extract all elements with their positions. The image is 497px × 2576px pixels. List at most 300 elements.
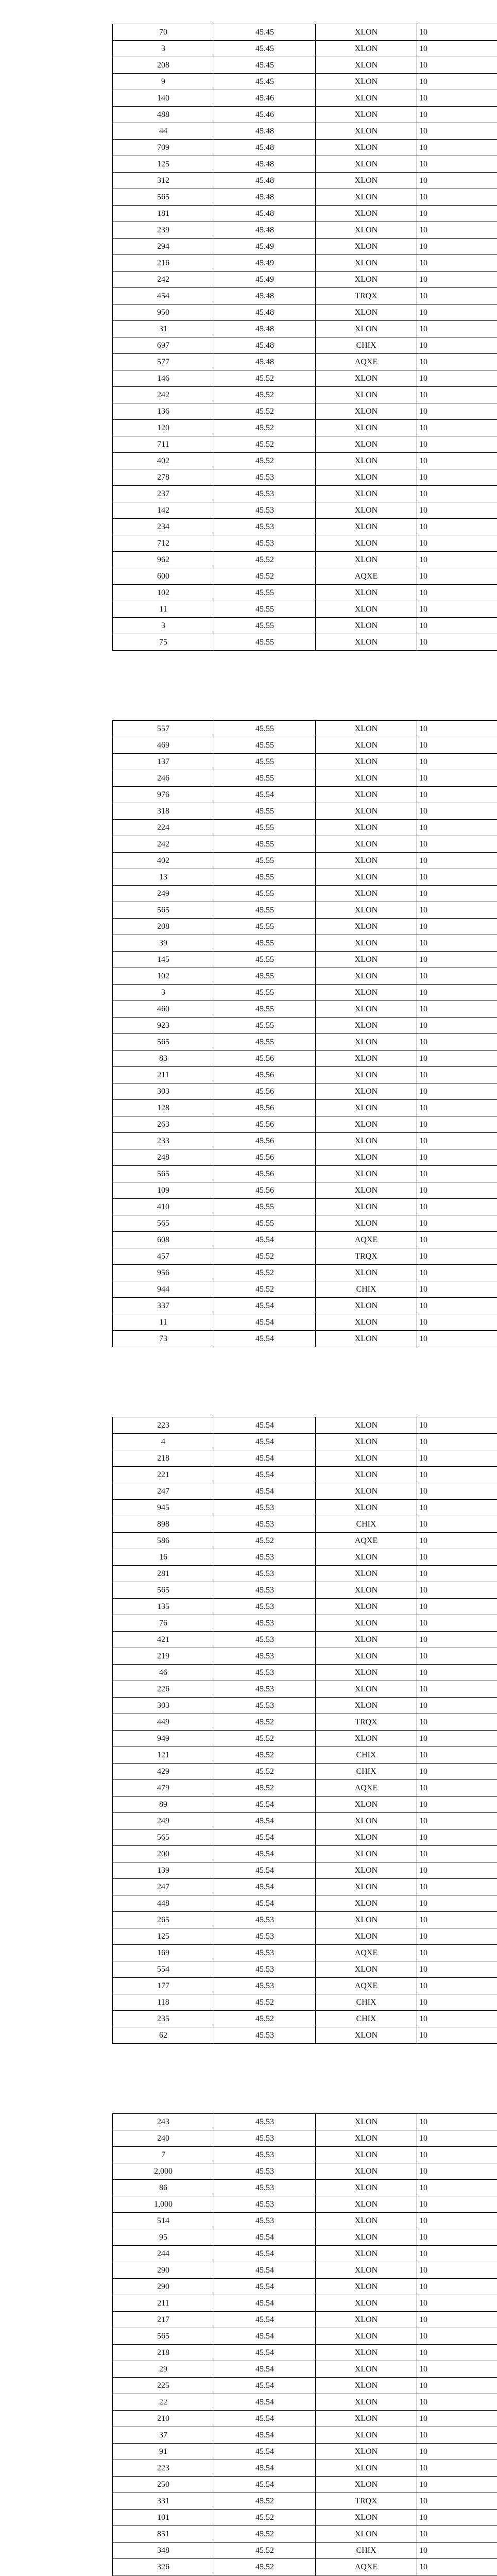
volume-cell: 3 bbox=[113, 985, 214, 1001]
venue-cell: AQXE bbox=[316, 2559, 417, 2575]
venue-cell: XLON bbox=[316, 2394, 417, 2411]
price-cell: 45.54 bbox=[214, 1846, 316, 1862]
venue-cell: XLON bbox=[316, 156, 417, 173]
venue-cell: XLON bbox=[316, 1648, 417, 1665]
volume-cell: 210 bbox=[113, 2411, 214, 2427]
table-row bbox=[113, 206, 497, 222]
time-cell: 10 bbox=[417, 1298, 497, 1314]
venue-cell: XLON bbox=[316, 206, 417, 222]
table-row bbox=[113, 403, 497, 420]
price-cell: 45.54 bbox=[214, 787, 316, 803]
venue-cell: XLON bbox=[316, 2163, 417, 2180]
table-row bbox=[113, 2427, 497, 2444]
time-cell: 10 bbox=[417, 568, 497, 585]
table-row bbox=[113, 2114, 497, 2130]
price-cell: 45.56 bbox=[214, 1050, 316, 1067]
volume-cell: 709 bbox=[113, 140, 214, 156]
price-cell: 45.49 bbox=[214, 255, 316, 272]
volume-cell: 557 bbox=[113, 721, 214, 737]
volume-cell: 89 bbox=[113, 1797, 214, 1813]
venue-cell: AQXE bbox=[316, 1232, 417, 1248]
price-cell: 45.55 bbox=[214, 1199, 316, 1215]
volume-cell: 554 bbox=[113, 1961, 214, 1978]
price-cell: 45.52 bbox=[214, 1265, 316, 1281]
volume-cell: 923 bbox=[113, 1018, 214, 1034]
table-row bbox=[113, 1417, 497, 1434]
table-row bbox=[113, 1034, 497, 1050]
volume-cell: 237 bbox=[113, 486, 214, 502]
volume-cell: 565 bbox=[113, 189, 214, 206]
volume-cell: 200 bbox=[113, 1846, 214, 1862]
price-cell: 45.53 bbox=[214, 2114, 316, 2130]
time-cell: 10 bbox=[417, 486, 497, 502]
price-cell: 45.54 bbox=[214, 2394, 316, 2411]
venue-cell: XLON bbox=[316, 1500, 417, 1516]
table-row bbox=[113, 1566, 497, 1582]
table-row bbox=[113, 2295, 497, 2312]
price-cell: 45.54 bbox=[214, 1797, 316, 1813]
volume-cell: 169 bbox=[113, 1945, 214, 1961]
table-row bbox=[113, 952, 497, 968]
table-row bbox=[113, 1199, 497, 1215]
price-cell: 45.54 bbox=[214, 2444, 316, 2460]
price-cell: 45.45 bbox=[214, 57, 316, 74]
volume-cell: 11 bbox=[113, 601, 214, 618]
volume-cell: 13 bbox=[113, 869, 214, 886]
venue-cell: AQXE bbox=[316, 1780, 417, 1797]
volume-cell: 248 bbox=[113, 1149, 214, 1166]
price-cell: 45.53 bbox=[214, 1566, 316, 1582]
time-cell: 10 bbox=[417, 1648, 497, 1665]
time-cell: 10 bbox=[417, 1994, 497, 2011]
table-row bbox=[113, 2279, 497, 2295]
table-row bbox=[113, 1582, 497, 1599]
venue-cell: XLON bbox=[316, 935, 417, 952]
volume-cell: 128 bbox=[113, 1100, 214, 1116]
price-cell: 45.54 bbox=[214, 2328, 316, 2345]
venue-cell: XLON bbox=[316, 886, 417, 902]
table-row bbox=[113, 1961, 497, 1978]
table-row bbox=[113, 1731, 497, 1747]
volume-cell: 16 bbox=[113, 1549, 214, 1566]
price-cell: 45.53 bbox=[214, 2027, 316, 2044]
venue-cell: XLON bbox=[316, 869, 417, 886]
volume-cell: 86 bbox=[113, 2180, 214, 2196]
time-cell: 10 bbox=[417, 304, 497, 321]
price-cell: 45.55 bbox=[214, 770, 316, 787]
price-cell: 45.56 bbox=[214, 1067, 316, 1083]
time-cell: 10 bbox=[417, 968, 497, 985]
table-row bbox=[113, 222, 497, 239]
table-row bbox=[113, 1001, 497, 1018]
price-cell: 45.55 bbox=[214, 985, 316, 1001]
time-cell: 10 bbox=[417, 337, 497, 354]
venue-cell: XLON bbox=[316, 1483, 417, 1500]
price-cell: 45.52 bbox=[214, 453, 316, 469]
time-cell: 10 bbox=[417, 2011, 497, 2027]
volume-cell: 331 bbox=[113, 2493, 214, 2510]
time-cell: 10 bbox=[417, 2411, 497, 2427]
venue-cell: XLON bbox=[316, 403, 417, 420]
time-cell: 10 bbox=[417, 552, 497, 568]
venue-cell: XLON bbox=[316, 1829, 417, 1846]
time-cell: 10 bbox=[417, 1232, 497, 1248]
table-row bbox=[113, 486, 497, 502]
volume-cell: 226 bbox=[113, 1681, 214, 1698]
price-cell: 45.53 bbox=[214, 535, 316, 552]
price-cell: 45.55 bbox=[214, 1018, 316, 1034]
volume-cell: 303 bbox=[113, 1698, 214, 1714]
volume-cell: 29 bbox=[113, 2361, 214, 2378]
time-cell: 10 bbox=[417, 41, 497, 57]
table-row bbox=[113, 387, 497, 403]
price-cell: 45.53 bbox=[214, 502, 316, 519]
price-cell: 45.54 bbox=[214, 2279, 316, 2295]
price-cell: 45.45 bbox=[214, 74, 316, 90]
price-cell: 45.53 bbox=[214, 1599, 316, 1615]
time-cell: 10 bbox=[417, 1731, 497, 1747]
venue-cell: XLON bbox=[316, 2027, 417, 2044]
volume-cell: 233 bbox=[113, 1133, 214, 1149]
time-cell: 10 bbox=[417, 255, 497, 272]
volume-cell: 247 bbox=[113, 1483, 214, 1500]
table-row bbox=[113, 1533, 497, 1549]
venue-cell: TRQX bbox=[316, 288, 417, 304]
time-cell: 10 bbox=[417, 1879, 497, 1895]
venue-cell: XLON bbox=[316, 2427, 417, 2444]
table-row bbox=[113, 2180, 497, 2196]
price-cell: 45.53 bbox=[214, 1665, 316, 1681]
price-cell: 45.56 bbox=[214, 1166, 316, 1182]
volume-cell: 244 bbox=[113, 2246, 214, 2262]
volume-cell: 1,000 bbox=[113, 2196, 214, 2213]
price-cell: 45.55 bbox=[214, 803, 316, 820]
volume-cell: 318 bbox=[113, 803, 214, 820]
table-row bbox=[113, 2361, 497, 2378]
time-cell: 10 bbox=[417, 2345, 497, 2361]
time-cell: 10 bbox=[417, 1215, 497, 1232]
time-cell: 10 bbox=[417, 2510, 497, 2526]
table-row bbox=[113, 1516, 497, 1533]
price-cell: 45.55 bbox=[214, 919, 316, 935]
volume-cell: 250 bbox=[113, 2477, 214, 2493]
table-row bbox=[113, 304, 497, 321]
volume-cell: 240 bbox=[113, 2130, 214, 2147]
table-row bbox=[113, 1265, 497, 1281]
table-row bbox=[113, 420, 497, 436]
time-cell: 10 bbox=[417, 1248, 497, 1265]
time-cell: 10 bbox=[417, 1945, 497, 1961]
time-cell: 10 bbox=[417, 2229, 497, 2246]
time-cell: 10 bbox=[417, 272, 497, 288]
price-cell: 45.55 bbox=[214, 820, 316, 836]
table-row bbox=[113, 585, 497, 601]
time-cell: 10 bbox=[417, 2427, 497, 2444]
price-cell: 45.54 bbox=[214, 1829, 316, 1846]
price-cell: 45.48 bbox=[214, 288, 316, 304]
volume-cell: 219 bbox=[113, 1648, 214, 1665]
time-cell: 10 bbox=[417, 2543, 497, 2559]
price-cell: 45.54 bbox=[214, 1232, 316, 1248]
time-cell: 10 bbox=[417, 1961, 497, 1978]
time-cell: 10 bbox=[417, 618, 497, 634]
time-cell: 10 bbox=[417, 403, 497, 420]
table-row bbox=[113, 1928, 497, 1945]
venue-cell: XLON bbox=[316, 2378, 417, 2394]
table-row bbox=[113, 1215, 497, 1232]
price-cell: 45.53 bbox=[214, 1978, 316, 1994]
price-cell: 45.53 bbox=[214, 2147, 316, 2163]
venue-cell: XLON bbox=[316, 1615, 417, 1632]
time-cell: 10 bbox=[417, 1500, 497, 1516]
table-row bbox=[113, 1978, 497, 1994]
price-cell: 45.54 bbox=[214, 2427, 316, 2444]
table-row bbox=[113, 239, 497, 255]
time-cell: 10 bbox=[417, 123, 497, 140]
price-cell: 45.55 bbox=[214, 1215, 316, 1232]
table-row bbox=[113, 2312, 497, 2328]
volume-cell: 125 bbox=[113, 1928, 214, 1945]
price-cell: 45.52 bbox=[214, 568, 316, 585]
table-row bbox=[113, 886, 497, 902]
price-cell: 45.46 bbox=[214, 107, 316, 123]
venue-cell: XLON bbox=[316, 1450, 417, 1467]
volume-cell: 565 bbox=[113, 1034, 214, 1050]
time-cell: 10 bbox=[417, 2262, 497, 2279]
price-cell: 45.54 bbox=[214, 1331, 316, 1347]
price-cell: 45.45 bbox=[214, 24, 316, 41]
time-cell: 10 bbox=[417, 2246, 497, 2262]
time-cell: 10 bbox=[417, 1133, 497, 1149]
price-cell: 45.48 bbox=[214, 222, 316, 239]
time-cell: 10 bbox=[417, 2444, 497, 2460]
venue-cell: XLON bbox=[316, 1681, 417, 1698]
price-cell: 45.45 bbox=[214, 41, 316, 57]
price-cell: 45.54 bbox=[214, 2378, 316, 2394]
volume-cell: 142 bbox=[113, 502, 214, 519]
volume-cell: 457 bbox=[113, 1248, 214, 1265]
volume-cell: 290 bbox=[113, 2279, 214, 2295]
venue-cell: XLON bbox=[316, 552, 417, 568]
table-row bbox=[113, 1632, 497, 1648]
time-cell: 10 bbox=[417, 2526, 497, 2543]
price-cell: 45.52 bbox=[214, 1764, 316, 1780]
table-row bbox=[113, 337, 497, 354]
time-cell: 10 bbox=[417, 754, 497, 770]
time-cell: 10 bbox=[417, 1714, 497, 1731]
volume-cell: 944 bbox=[113, 1281, 214, 1298]
price-cell: 45.53 bbox=[214, 519, 316, 535]
price-cell: 45.55 bbox=[214, 968, 316, 985]
table-row bbox=[113, 1067, 497, 1083]
volume-cell: 3 bbox=[113, 618, 214, 634]
volume-cell: 223 bbox=[113, 2460, 214, 2477]
price-cell: 45.52 bbox=[214, 370, 316, 387]
time-cell: 10 bbox=[417, 1665, 497, 1681]
venue-cell: XLON bbox=[316, 2196, 417, 2213]
table-row bbox=[113, 737, 497, 754]
venue-cell: XLON bbox=[316, 1731, 417, 1747]
price-cell: 45.52 bbox=[214, 1731, 316, 1747]
venue-cell: XLON bbox=[316, 453, 417, 469]
volume-cell: 469 bbox=[113, 737, 214, 754]
time-cell: 10 bbox=[417, 2114, 497, 2130]
table-row bbox=[113, 1797, 497, 1813]
venue-cell: XLON bbox=[316, 820, 417, 836]
time-cell: 10 bbox=[417, 354, 497, 370]
time-cell: 10 bbox=[417, 502, 497, 519]
table-row bbox=[113, 1100, 497, 1116]
venue-cell: XLON bbox=[316, 2262, 417, 2279]
venue-cell: CHIX bbox=[316, 2543, 417, 2559]
table-row bbox=[113, 2213, 497, 2229]
time-cell: 10 bbox=[417, 1681, 497, 1698]
table-row bbox=[113, 1232, 497, 1248]
table-row bbox=[113, 354, 497, 370]
volume-cell: 44 bbox=[113, 123, 214, 140]
price-cell: 45.55 bbox=[214, 634, 316, 651]
table-row bbox=[113, 502, 497, 519]
price-cell: 45.54 bbox=[214, 2229, 316, 2246]
time-cell: 10 bbox=[417, 1182, 497, 1199]
time-cell: 10 bbox=[417, 1566, 497, 1582]
time-cell: 10 bbox=[417, 222, 497, 239]
time-cell: 10 bbox=[417, 1582, 497, 1599]
time-cell: 10 bbox=[417, 1149, 497, 1166]
time-cell: 10 bbox=[417, 2394, 497, 2411]
price-cell: 45.55 bbox=[214, 902, 316, 919]
volume-cell: 246 bbox=[113, 770, 214, 787]
table-row bbox=[113, 436, 497, 453]
volume-cell: 208 bbox=[113, 919, 214, 935]
venue-cell: XLON bbox=[316, 1149, 417, 1166]
volume-cell: 217 bbox=[113, 2312, 214, 2328]
volume-cell: 136 bbox=[113, 403, 214, 420]
volume-cell: 95 bbox=[113, 2229, 214, 2246]
venue-cell: XLON bbox=[316, 387, 417, 403]
table-row bbox=[113, 2147, 497, 2163]
venue-cell: XLON bbox=[316, 803, 417, 820]
trade-table-1 bbox=[112, 24, 497, 651]
price-cell: 45.52 bbox=[214, 2559, 316, 2575]
table-row bbox=[113, 2328, 497, 2345]
price-cell: 45.52 bbox=[214, 436, 316, 453]
price-cell: 45.52 bbox=[214, 1533, 316, 1549]
price-cell: 45.53 bbox=[214, 1615, 316, 1632]
time-cell: 10 bbox=[417, 737, 497, 754]
time-cell: 10 bbox=[417, 2147, 497, 2163]
time-cell: 10 bbox=[417, 1050, 497, 1067]
table-row bbox=[113, 1829, 497, 1846]
table-row bbox=[113, 1182, 497, 1199]
time-cell: 10 bbox=[417, 2130, 497, 2147]
price-cell: 45.54 bbox=[214, 1879, 316, 1895]
table-row bbox=[113, 2262, 497, 2279]
time-cell: 10 bbox=[417, 1417, 497, 1434]
time-cell: 10 bbox=[417, 1764, 497, 1780]
table-row bbox=[113, 2345, 497, 2361]
venue-cell: XLON bbox=[316, 2328, 417, 2345]
volume-cell: 565 bbox=[113, 1166, 214, 1182]
time-cell: 10 bbox=[417, 1829, 497, 1846]
volume-cell: 488 bbox=[113, 107, 214, 123]
time-cell: 10 bbox=[417, 820, 497, 836]
table-row bbox=[113, 1314, 497, 1331]
volume-cell: 326 bbox=[113, 2559, 214, 2575]
volume-cell: 608 bbox=[113, 1232, 214, 1248]
venue-cell: XLON bbox=[316, 2114, 417, 2130]
volume-cell: 962 bbox=[113, 552, 214, 568]
table-row bbox=[113, 1467, 497, 1483]
time-cell: 10 bbox=[417, 1483, 497, 1500]
table-row bbox=[113, 721, 497, 737]
volume-cell: 239 bbox=[113, 222, 214, 239]
volume-cell: 712 bbox=[113, 535, 214, 552]
time-cell: 10 bbox=[417, 1265, 497, 1281]
venue-cell: XLON bbox=[316, 634, 417, 651]
table-row bbox=[113, 90, 497, 107]
price-cell: 45.55 bbox=[214, 1034, 316, 1050]
price-cell: 45.53 bbox=[214, 1912, 316, 1928]
table-row bbox=[113, 634, 497, 651]
volume-cell: 577 bbox=[113, 354, 214, 370]
time-cell: 10 bbox=[417, 935, 497, 952]
price-cell: 45.48 bbox=[214, 189, 316, 206]
time-cell: 10 bbox=[417, 1549, 497, 1566]
price-cell: 45.53 bbox=[214, 1632, 316, 1648]
time-cell: 10 bbox=[417, 1314, 497, 1331]
time-cell: 10 bbox=[417, 420, 497, 436]
venue-cell: XLON bbox=[316, 853, 417, 869]
volume-cell: 3 bbox=[113, 41, 214, 57]
venue-cell: TRQX bbox=[316, 2493, 417, 2510]
venue-cell: AQXE bbox=[316, 1533, 417, 1549]
table-row bbox=[113, 787, 497, 803]
time-cell: 10 bbox=[417, 288, 497, 304]
venue-cell: XLON bbox=[316, 1566, 417, 1582]
time-cell: 10 bbox=[417, 2378, 497, 2394]
time-cell: 10 bbox=[417, 919, 497, 935]
table-row bbox=[113, 173, 497, 189]
volume-cell: 945 bbox=[113, 1500, 214, 1516]
time-cell: 10 bbox=[417, 836, 497, 853]
time-cell: 10 bbox=[417, 1067, 497, 1083]
venue-cell: XLON bbox=[316, 1166, 417, 1182]
time-cell: 10 bbox=[417, 770, 497, 787]
price-cell: 45.55 bbox=[214, 737, 316, 754]
time-cell: 10 bbox=[417, 1813, 497, 1829]
time-cell: 10 bbox=[417, 24, 497, 41]
time-cell: 10 bbox=[417, 1083, 497, 1100]
volume-cell: 218 bbox=[113, 2345, 214, 2361]
table-row bbox=[113, 2394, 497, 2411]
price-cell: 45.54 bbox=[214, 1417, 316, 1434]
price-cell: 45.48 bbox=[214, 354, 316, 370]
time-cell: 10 bbox=[417, 1895, 497, 1912]
venue-cell: XLON bbox=[316, 239, 417, 255]
time-cell: 10 bbox=[417, 2196, 497, 2213]
venue-cell: XLON bbox=[316, 2279, 417, 2295]
venue-cell: XLON bbox=[316, 486, 417, 502]
price-cell: 45.54 bbox=[214, 2295, 316, 2312]
volume-cell: 2,000 bbox=[113, 2163, 214, 2180]
table-row bbox=[113, 1450, 497, 1467]
price-cell: 45.48 bbox=[214, 140, 316, 156]
table-row bbox=[113, 1549, 497, 1566]
volume-cell: 216 bbox=[113, 255, 214, 272]
time-cell: 10 bbox=[417, 1599, 497, 1615]
time-cell: 10 bbox=[417, 1747, 497, 1764]
